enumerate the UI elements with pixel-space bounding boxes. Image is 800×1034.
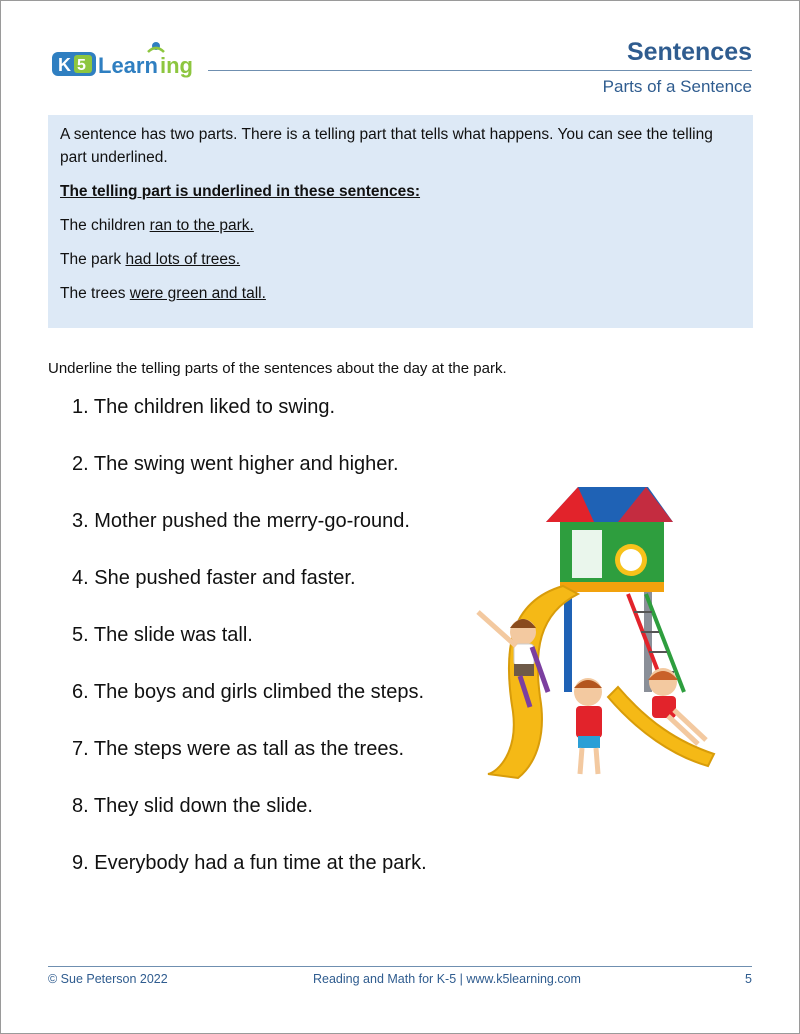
exercise-sentence: 1. The children liked to swing. [72, 396, 336, 418]
exercise-sentence: 5. The slide was tall. [72, 624, 253, 646]
example-sentence [60, 214, 741, 237]
exercise-sentence: 7. The steps were as tall as the trees. [72, 738, 405, 760]
example-sentence [60, 248, 741, 271]
footer-copyright: © Sue Peterson 2022 [48, 972, 168, 986]
k5-learning-logo [50, 40, 200, 80]
example-predicate: were green and tall. [129, 285, 266, 302]
example-predicate: had lots of trees. [125, 251, 241, 268]
info-intro: A sentence has two parts. There is a telling part that tells what happens. You can see the telling part underlined. [60, 126, 713, 166]
svg-text:K: K [58, 55, 71, 75]
svg-text:5: 5 [77, 57, 86, 74]
exercise-sentence: 4. She pushed faster and faster. [72, 567, 356, 589]
example-subject: The trees [60, 285, 130, 302]
instructions: Underline the telling parts of the sentences about the day at the park. [48, 360, 507, 377]
svg-text:Learn: Learn [98, 53, 158, 78]
page-subtitle: Parts of a Sentence [602, 77, 752, 96]
example-predicate: ran to the park. [149, 217, 254, 234]
info-heading: The telling part is underlined in these sentences: [60, 183, 421, 200]
page-title: Sentences [626, 38, 752, 66]
example-sentence [60, 282, 741, 305]
footer-website: Reading and Math for K-5 | www.k5learning.com [313, 972, 581, 986]
exercise-sentence: 8. They slid down the slide. [72, 795, 313, 817]
exercise-sentence: 2. The swing went higher and higher. [72, 453, 399, 475]
exercise-sentence: 3. Mother pushed the merry-go-round. [72, 510, 410, 532]
playground-illustration [468, 482, 742, 792]
info-box [48, 115, 753, 328]
page-number: 5 [745, 972, 752, 986]
example-subject: The children [60, 217, 150, 234]
svg-text:ing: ing [160, 53, 193, 78]
example-subject: The park [60, 251, 126, 268]
header-rule [208, 70, 752, 71]
footer-rule [48, 966, 752, 967]
exercise-sentence: 9. Everybody had a fun time at the park. [72, 852, 427, 874]
exercise-sentence: 6. The boys and girls climbed the steps. [72, 681, 425, 703]
